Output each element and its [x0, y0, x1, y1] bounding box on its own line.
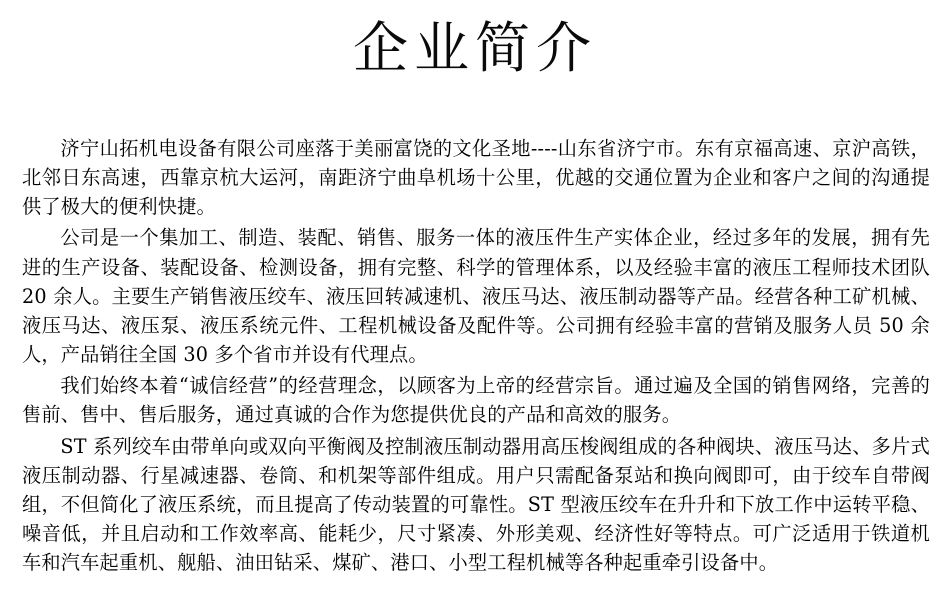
- page-title: 企业简介: [352, 16, 597, 80]
- paragraph-company-overview: 公司是一个集加工、制造、装配、销售、服务一体的液压件生产实体企业，经过多年的发展，拥有先进的生产设备、装配设备、检测设备，拥有完整、科学的管理体系，以及经验丰富的液压工程师技术团队 20 余人。主要生产销售液压绞车、液压回转减速机、液压马达、液压制动器等产品。经营各种工矿机械、液压马达、液压泵、液压系统元件、工程机械设备及配件等。公司拥有经验丰富的营销及服务人员 50 余人，产品销往全国 30 多个省市并设有代理点。: [22, 226, 930, 367]
- document-body: [0, 134, 950, 578]
- document-page: [0, 14, 950, 615]
- paragraph-business-philosophy: 我们始终本着“诚信经营”的经营理念，以顾客为上帝的经营宗旨。通过遍及全国的销售网络，完善的售前、售中、售后服务，通过真诚的合作为您提供优良的产品和高效的服务。: [22, 374, 930, 427]
- paragraph-company-location: 济宁山拓机电设备有限公司座落于美丽富饶的文化圣地----山东省济宁市。东有京福高速、京沪高铁，北邻日东高速，西靠京杭大运河，南距济宁曲阜机场十公里，优越的交通位置为企业和客户之间的沟通提供了极大的便利快捷。: [22, 136, 930, 219]
- paragraph-st-series-product: ST 系列绞车由带单向或双向平衡阀及控制液压制动器用高压梭阀组成的各种阀块、液压马达、多片式液压制动器、行星减速器、卷筒、和机架等部件组成。用户只需配备泵站和换向阀即可，由于绞车自带阀组，不但简化了液压系统，而且提高了传动装置的可靠性。ST 型液压绞车在升升和下放工作中运转平稳、噪音低，并且启动和工作效率高、能耗少，尺寸紧凑、外形美观、经济性好等特点。可广泛适用于铁道机车和汽车起重机、舰船、油田钻采、煤矿、港口、小型工程机械等各种起重牵引设备中。: [22, 434, 930, 575]
